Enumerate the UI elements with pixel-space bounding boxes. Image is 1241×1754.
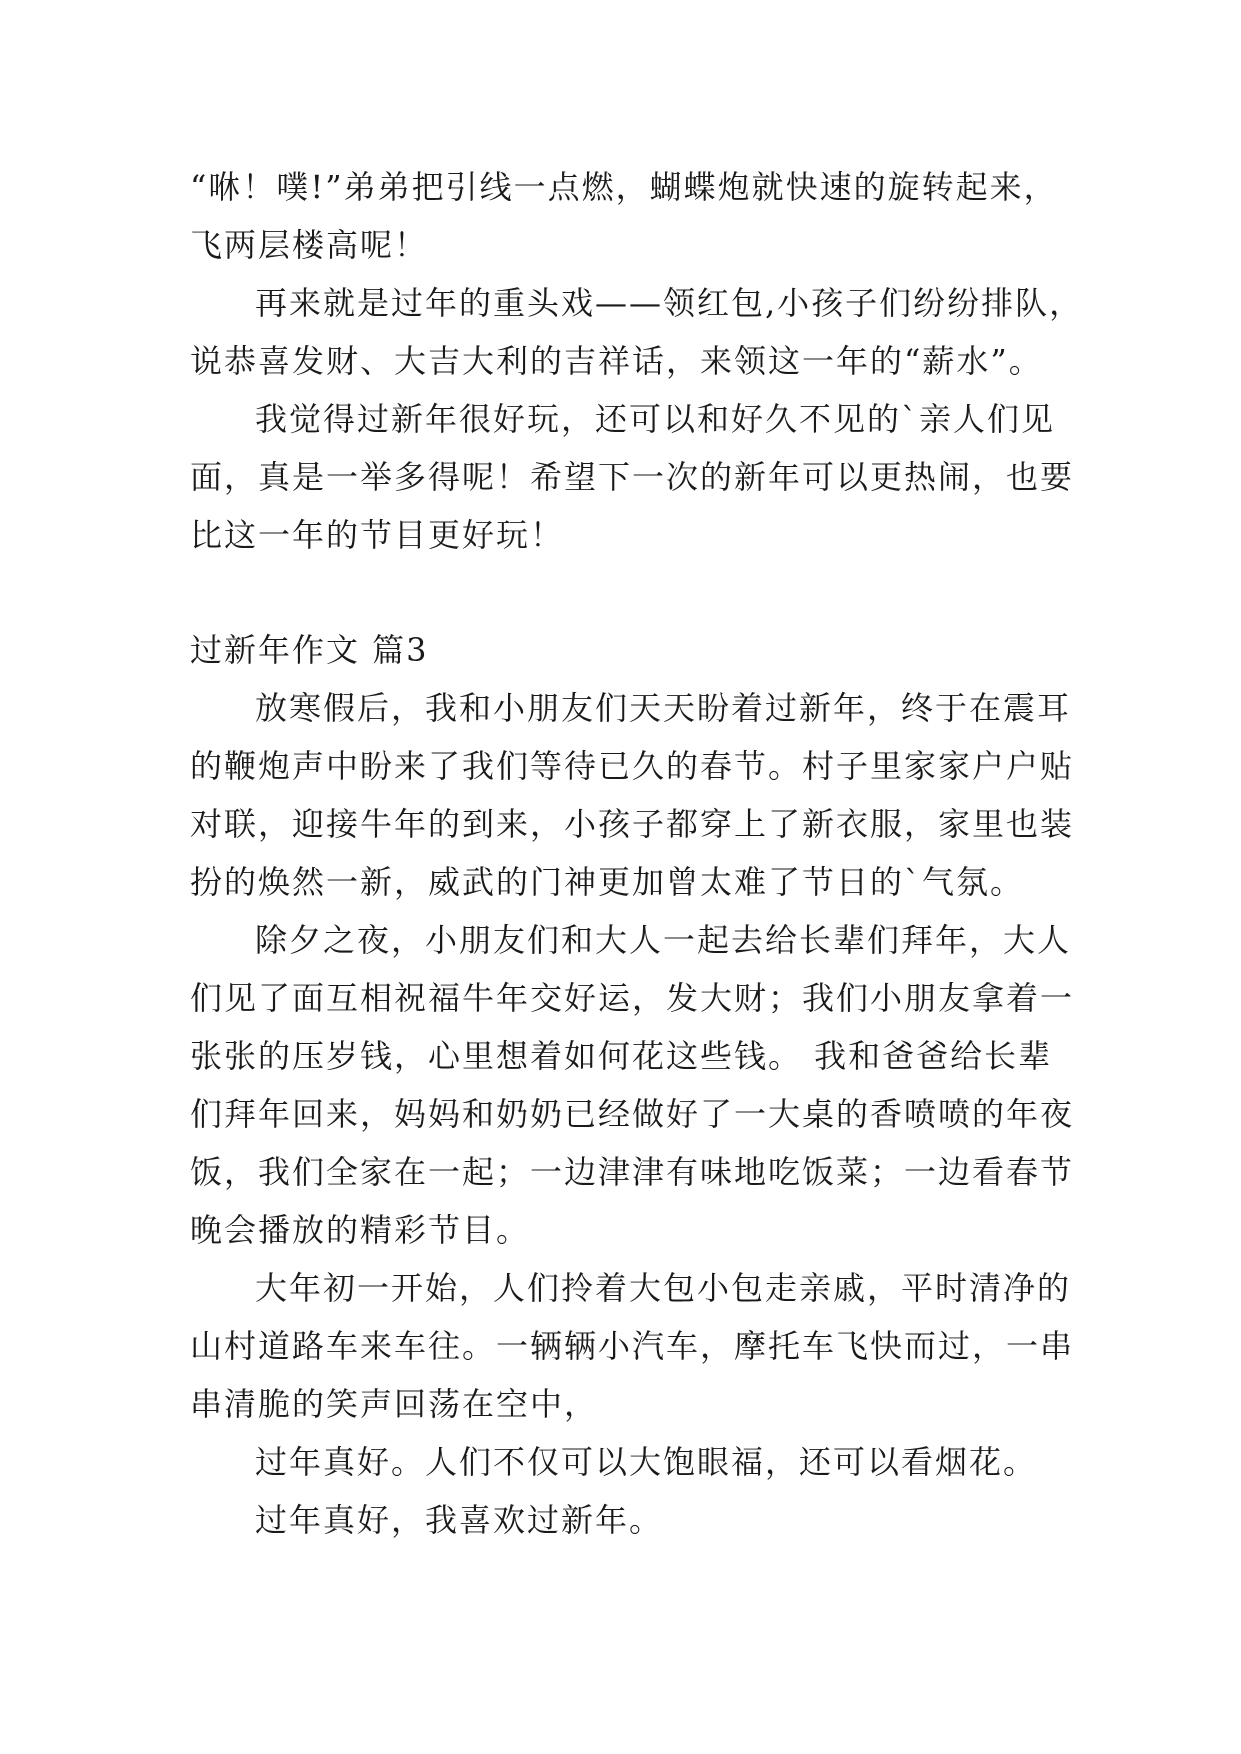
text-line: 张张的压岁钱，心里想着如何花这些钱。 我和爸爸给长辈 [190, 1037, 1053, 1075]
text-line: 饭，我们全家在一起；一边津津有味地吃饭菜；一边看春节 [190, 1153, 1075, 1191]
text-line: 们拜年回来，妈妈和奶奶已经做好了一大桌的香喷喷的年夜 [190, 1095, 1075, 1133]
text-line: 们见了面互相祝福牛年交好运，发大财；我们小朋友拿着一 [190, 979, 1075, 1017]
text-line: 晚会播放的精彩节目。 [190, 1211, 531, 1249]
text-line: 我觉得过新年很好玩，还可以和好久不见的`亲人们见 [255, 400, 1056, 438]
text-line: “咻！噗!”弟弟把引线一点燃，蝴蝶炮就快速的旋转起来， [190, 168, 1058, 206]
text-line: 的鞭炮声中盼来了我们等待已久的春节。村子里家家户户贴 [190, 747, 1075, 785]
text-line: 山村道路车来车往。一辆辆小汽车，摩托车飞快而过，一串 [190, 1327, 1075, 1365]
text-line: 扮的焕然一新，威武的门神更加曾太难了节日的`气氛。 [190, 863, 1025, 901]
text-line: 飞两层楼高呢！ [190, 226, 429, 264]
text-line: 除夕之夜，小朋友们和大人一起去给长辈们拜年，大人 [255, 921, 1072, 959]
section-heading: 过新年作文 篇3 [190, 631, 429, 669]
text-line: 面，真是一举多得呢！希望下一次的新年可以更热闹，也要 [190, 458, 1075, 496]
text-line: 串清脆的笑声回荡在空中， [190, 1385, 599, 1423]
text-line: 过年真好。人们不仅可以大饱眼福，还可以看烟花。 [255, 1443, 1038, 1481]
text-line: 说恭喜发财、大吉大利的吉祥话，来领这一年的“薪水”。 [190, 342, 1043, 380]
text-line: 过年真好，我喜欢过新年。 [255, 1501, 664, 1539]
text-line: 比这一年的节目更好玩！ [190, 516, 565, 554]
text-line: 对联，迎接牛年的到来，小孩子都穿上了新衣服，家里也装 [190, 805, 1075, 843]
text-line: 再来就是过年的重头戏——领红包,小孩子们纷纷排队， [255, 284, 1084, 322]
text-line: 大年初一开始，人们拎着大包小包走亲戚，平时清净的 [255, 1269, 1072, 1307]
text-line: 放寒假后，我和小朋友们天天盼着过新年，终于在震耳 [255, 689, 1072, 727]
